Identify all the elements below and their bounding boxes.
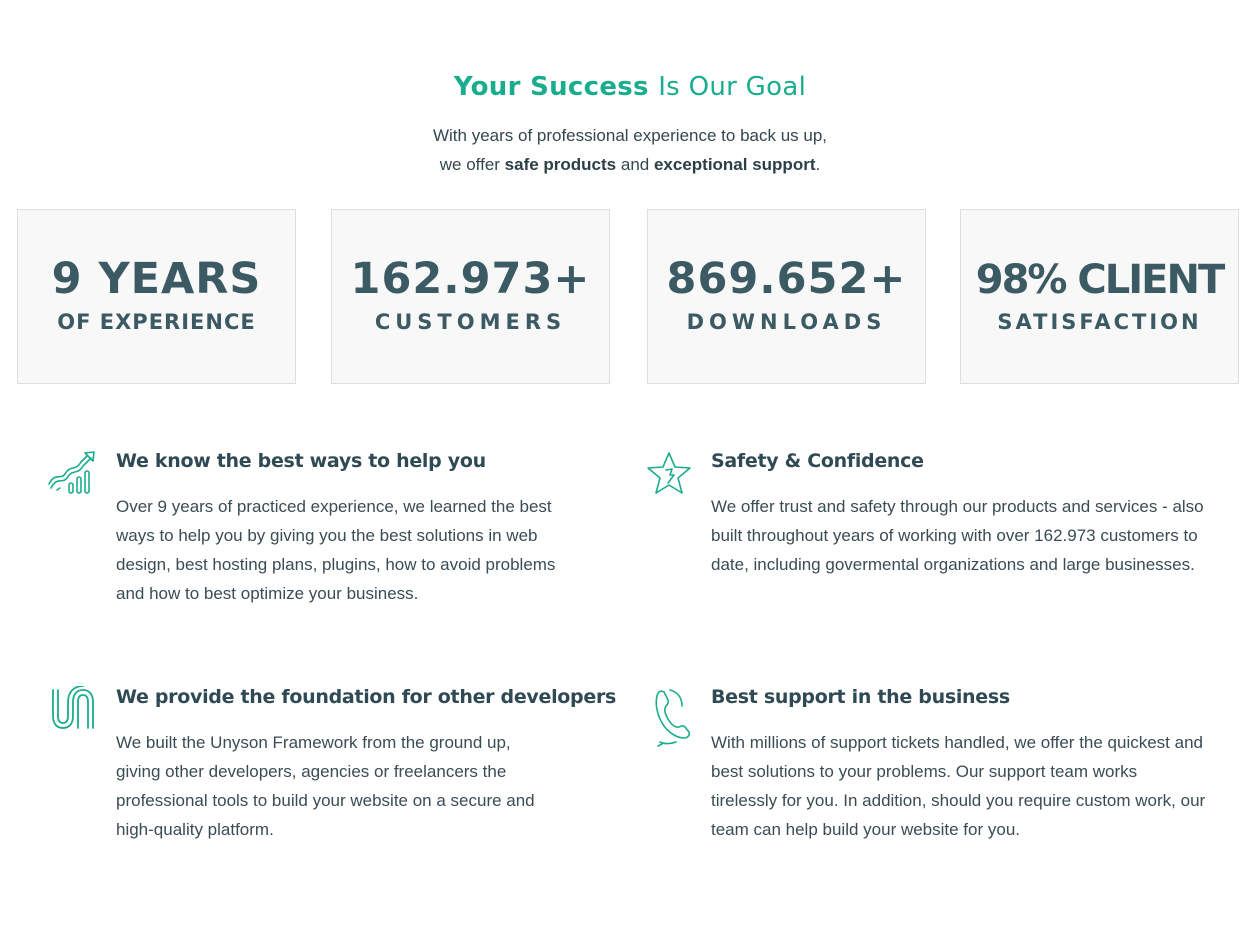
feature-text: With millions of support tickets handled, we offer the quickest and best solutions to your problems. Our support team works tirelessly for you. In addition, should you require custom work, our team can help build your website for you. [711,733,1206,839]
stat-value: 9 YEARS [51,254,262,304]
feature-text: We offer trust and safety through our products and services - also built throughout years of working with over 162.973 customers to date, including govermental organizations and large businesses. [711,497,1204,574]
phone-icon [642,686,694,753]
feature-title: Safety & Confidence [711,450,924,472]
feature-title: Best support in the business [711,686,1010,708]
section-title [0,72,1260,102]
unyson-logo-icon [47,686,99,737]
stat-card-customers [331,209,610,384]
subtitle-emphasis-products: safe products [504,155,617,174]
stat-value: 162.973+ [350,254,591,304]
stat-card-satisfaction [960,209,1239,384]
subtitle-line-2 [0,150,1260,179]
star-icon [642,450,694,503]
subtitle-line-1: With years of professional experience to back us up, [432,126,828,145]
feature-title-text: We know the best ways to help [116,450,448,472]
feature-title-emphasis: you [447,450,486,472]
stat-value: 98% CLIENT [975,257,1224,303]
title-rest: Is Our Goal [658,72,807,102]
stat-label: DOWNLOADS [686,310,887,334]
feature-title: We provide the foundation for other developers [116,686,617,708]
title-highlight: Your Success [453,72,649,102]
stat-label: CUSTOMERS [374,310,567,334]
stat-value: 869.652+ [666,254,907,304]
stat-label: SATISFACTION [997,310,1202,334]
stat-card-downloads [647,209,926,384]
subtitle-emphasis-support: exceptional support [653,155,816,174]
subtitle-text: and [616,155,654,174]
growth-chart-icon [47,450,99,501]
subtitle-text: we offer [439,155,505,174]
feature-title [116,450,486,472]
subtitle-text: . [815,155,821,174]
stat-label: OF EXPERIENCE [57,310,256,334]
feature-text: Over 9 years of practiced experience, we learned the best ways to help you by giving you the best solutions in web design, best hosting plans, plugins, how to avoid problems and how to best optimize your business. [116,497,556,603]
stat-card-experience [17,209,296,384]
section-subtitle [0,121,1260,179]
feature-text: We built the Unyson Framework from the ground up, giving other developers, agencies or freelancers the professional tools to build your website on a secure and high-quality platform. [116,733,535,839]
